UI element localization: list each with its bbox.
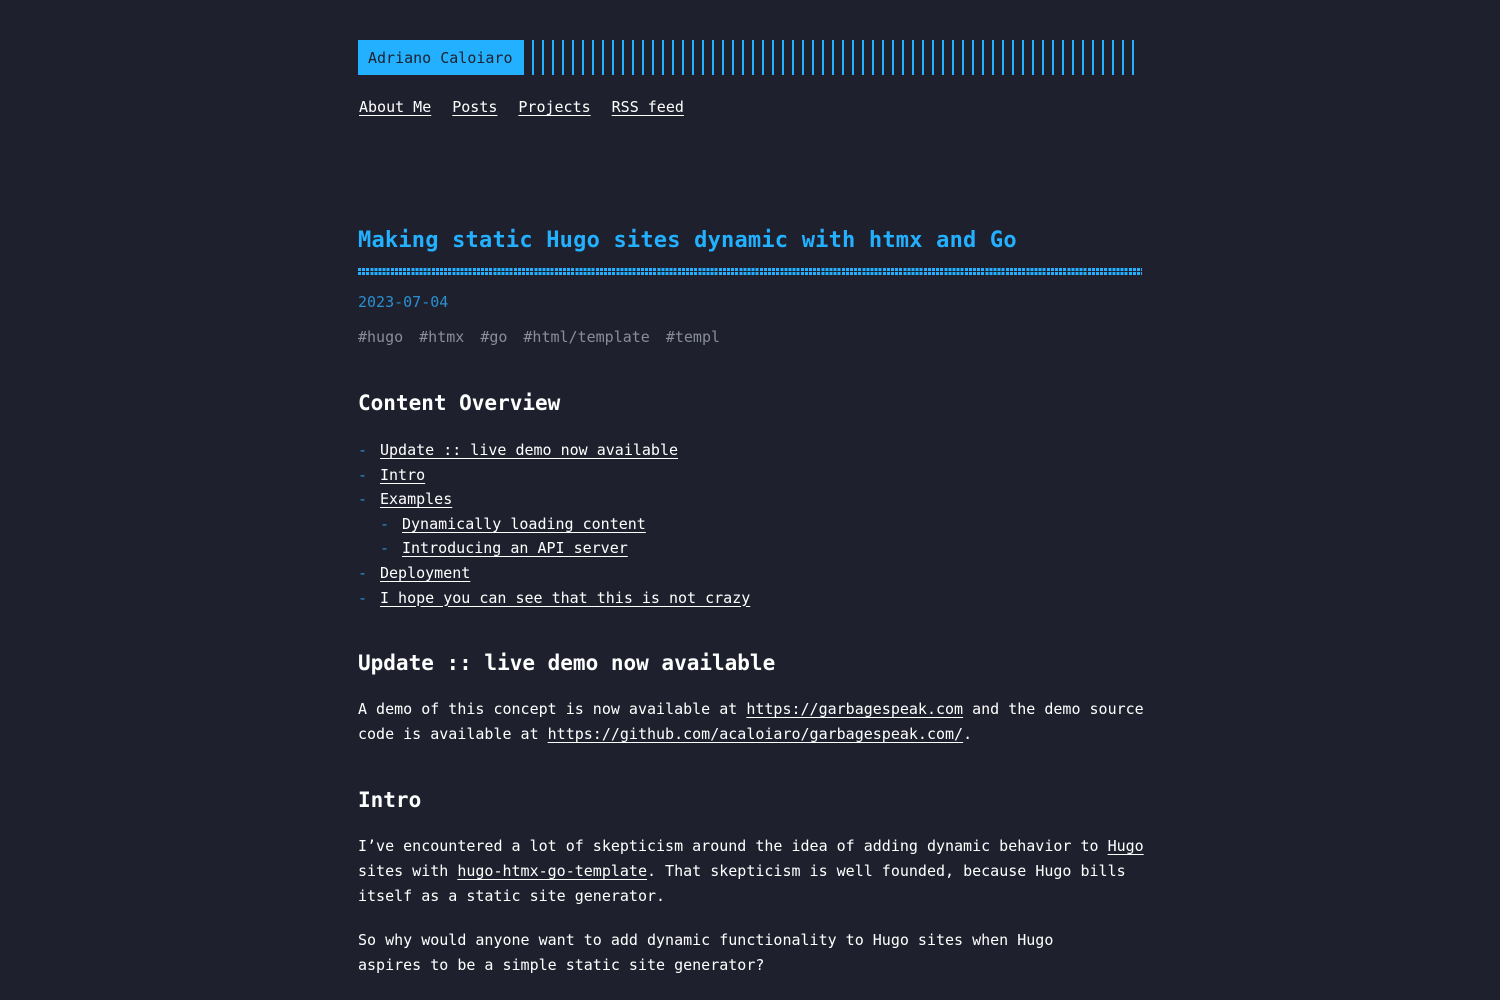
hugo-htmx-go-template-link[interactable]: hugo-htmx-go-template	[457, 862, 647, 880]
text: A demo of this concept is now available at	[358, 700, 747, 718]
bullet-dash: -	[380, 539, 390, 558]
intro-paragraph-2: So why would anyone want to add dynamic functionality to Hugo sites when Hugo aspires to be a simple static site generator?	[358, 931, 1054, 974]
text: . That skepticism is well founded, because Hugo bills itself as a static site generator.	[358, 862, 1126, 905]
tag-hugo[interactable]: #hugo	[358, 328, 404, 346]
toc-heading: Content Overview	[358, 391, 561, 415]
tag-go[interactable]: #go	[480, 328, 508, 346]
text: and the demo source code is available at	[358, 700, 1144, 743]
main-nav	[358, 98, 1142, 116]
toc-link-dynamically-loading[interactable]: Dynamically loading content	[402, 514, 646, 533]
table-of-contents	[358, 438, 750, 610]
toc-link-not-crazy[interactable]: I hope you can see that this is not crazy	[380, 588, 751, 607]
title-divider	[358, 268, 1142, 275]
text: sites with	[358, 862, 458, 880]
text: I’ve encountered a lot of skepticism around the idea of adding dynamic behavior to	[358, 837, 1108, 855]
bullet-dash: -	[358, 441, 368, 459]
toc-item	[358, 487, 750, 512]
decorative-bars	[532, 40, 1136, 75]
site-logo-link[interactable]: Adriano Caloiaro	[358, 40, 524, 75]
bullet-dash: -	[358, 588, 368, 607]
toc-item	[358, 438, 750, 463]
tag-html-template[interactable]: #html/template	[523, 328, 650, 346]
garbagespeak-link[interactable]: https://garbagespeak.com	[746, 700, 964, 718]
nav-posts[interactable]: Posts	[452, 98, 498, 116]
toc-item	[358, 586, 750, 611]
nav-about-me[interactable]: About Me	[359, 98, 432, 116]
site-header	[358, 40, 1142, 75]
tag-htmx[interactable]: #htmx	[419, 328, 465, 346]
section-heading-update: Update :: live demo now available	[358, 651, 776, 675]
bullet-dash: -	[358, 465, 368, 484]
toc-link-api-server[interactable]: Introducing an API server	[402, 539, 628, 558]
section-heading-intro: Intro	[358, 788, 422, 812]
bullet-dash: -	[358, 563, 368, 582]
intro-paragraph-1	[358, 834, 1148, 909]
bullet-dash: -	[358, 490, 368, 509]
toc-item	[358, 561, 750, 586]
post-date: 2023-07-04	[358, 293, 449, 311]
page-container	[358, 40, 1144, 974]
hugo-link[interactable]: Hugo	[1107, 837, 1144, 855]
tag-templ[interactable]: #templ	[665, 328, 721, 346]
post-tags	[358, 328, 736, 346]
toc-link-update[interactable]: Update :: live demo now available	[380, 441, 679, 459]
update-paragraph	[358, 697, 1148, 747]
toc-link-examples[interactable]: Examples	[380, 490, 453, 509]
bullet-dash: -	[380, 514, 390, 533]
toc-subitem	[358, 536, 750, 561]
github-source-link[interactable]: https://github.com/acaloiaro/garbagespeak.com/	[547, 725, 964, 743]
toc-item	[358, 463, 750, 488]
nav-rss-feed[interactable]: RSS feed	[611, 98, 684, 116]
toc-link-deployment[interactable]: Deployment	[380, 563, 471, 582]
nav-projects[interactable]: Projects	[518, 98, 591, 116]
toc-subitem	[358, 512, 750, 537]
toc-link-intro[interactable]: Intro	[380, 465, 426, 484]
text: .	[963, 725, 973, 743]
post-title: Making static Hugo sites dynamic with htmx and Go	[358, 228, 1017, 253]
